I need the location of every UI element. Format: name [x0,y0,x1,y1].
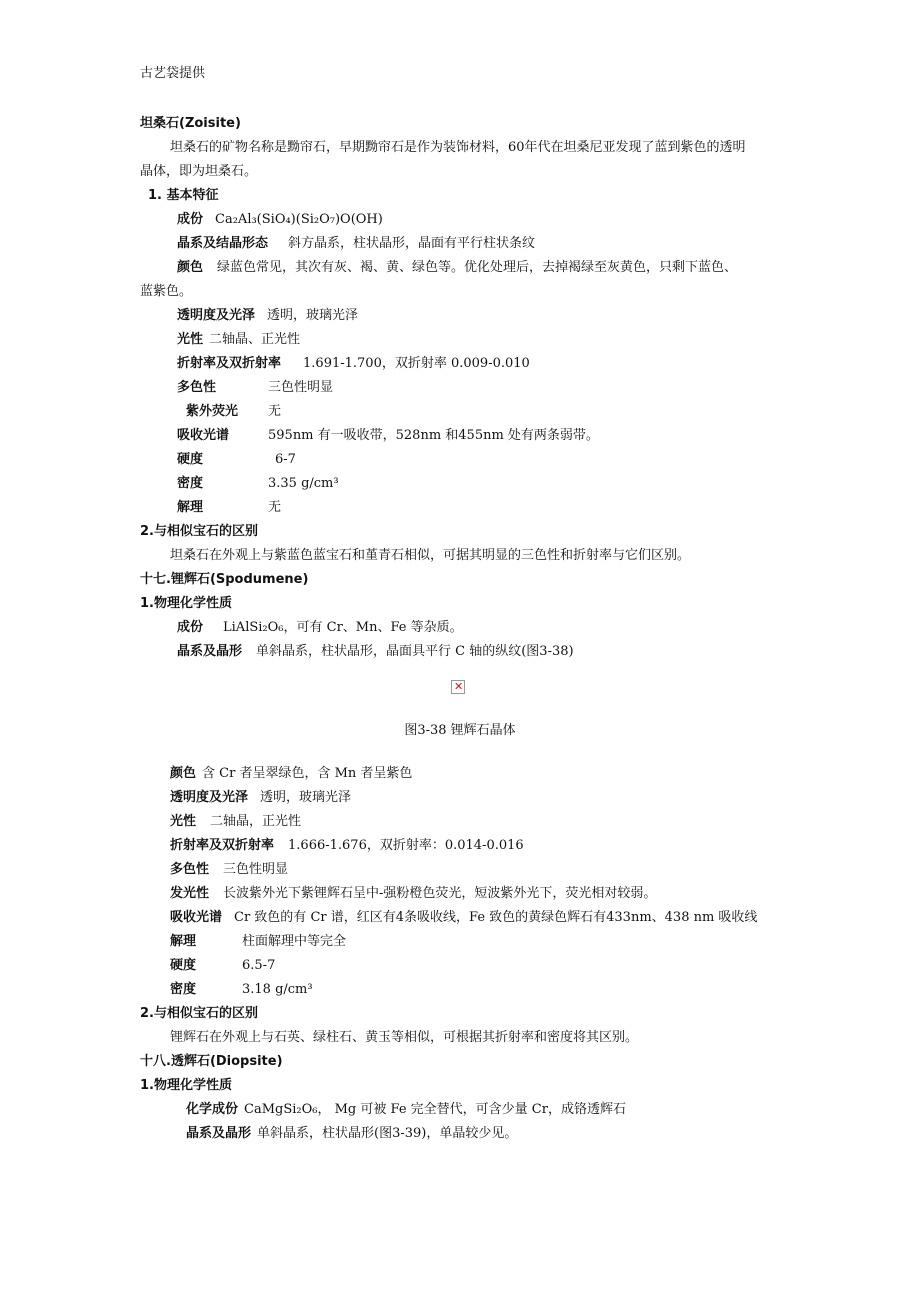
row-value: 二轴晶，正光性 [210,814,302,829]
zoisite-diff-text: 坦桑石在外观上与紫蓝色蓝宝石和堇青石相似，可据其明显的三色性和折射率与它们区别。 [170,548,691,563]
spodumene-subheading-diff: 2.与相似宝石的区别 [140,1006,258,1021]
row-value: 含 Cr 者呈翠绿色，含 Mn 者呈紫色 [202,766,413,781]
row-value: 三色性明显 [268,380,334,395]
row-value: 单斜晶系，柱状晶形(图3-39)，单晶较少见。 [257,1126,518,1141]
broken-image-icon [451,680,465,694]
zoisite-row-color [177,260,737,276]
zoisite-row-cleavage [177,500,203,516]
zoisite-row-optic [177,332,300,348]
row-value: 595nm 有一吸收带，528nm 和455nm 处有两条弱带。 [268,428,599,443]
row-label: 折射率及双折射率 [177,356,282,371]
row-value: 1.691-1.700，双折射率 0.009-0.010 [303,356,530,371]
row-value: Ca₂Al₃(SiO₄)(Si₂O₇)O(OH) [215,212,383,227]
spodumene-row-absorption [170,910,757,926]
spodumene-row-luminescence [170,886,656,902]
row-label: 折射率及双折射率 [170,838,275,853]
row-label: 化学成份 [186,1102,239,1117]
spodumene-row-cleavage [170,934,196,950]
row-label: 光性 [170,814,197,829]
row-label: 发光性 [170,886,210,901]
row-label: 成份 [177,620,204,635]
section-title-diopside: 十八.透辉石(Diopsite) [140,1054,283,1069]
row-label: 多色性 [177,380,217,395]
diopside-row-crystal [186,1126,517,1142]
zoisite-row-transparency [177,308,358,324]
zoisite-subheading-diff: 2.与相似宝石的区别 [140,524,258,539]
zoisite-intro-line2: 晶体，即为坦桑石。 [140,164,258,179]
row-label: 硬度 [170,958,197,973]
row-label: 多色性 [170,862,210,877]
header-text: 古艺袋提供 [140,66,206,81]
row-label: 透明度及光泽 [177,308,256,323]
row-label: 颜色 [170,766,197,781]
row-value: CaMgSi₂O₆， Mg 可被 Fe 完全替代，可含少量 Cr，成铬透辉石 [244,1102,626,1117]
spodumene-row-transparency [170,790,351,806]
row-label: 晶系及晶形 [186,1126,252,1141]
row-label: 吸收光谱 [177,428,230,443]
row-value: 柱面解理中等完全 [242,934,347,949]
row-label: 晶系及结晶形态 [177,236,269,251]
row-value: 无 [268,500,282,515]
row-value: 斜方晶系，柱状晶形，晶面有平行柱状条纹 [288,236,536,251]
row-value: 透明，玻璃光泽 [260,790,352,805]
section-title-zoisite: 坦桑石(Zoisite) [140,116,241,131]
row-label: 密度 [170,982,197,997]
zoisite-row-refractive [177,356,530,372]
spodumene-row-refractive [170,838,524,854]
section-title-spodumene: 十七.锂辉石(Spodumene) [140,572,309,587]
row-label: 颜色 [177,260,204,275]
row-label: 成份 [177,212,204,227]
row-value: 单斜晶系，柱状晶形，晶面具平行 C 轴的纵纹(图3-38) [256,644,574,659]
row-value: 1.666-1.676，双折射率：0.014-0.016 [288,838,524,853]
row-value: 三色性明显 [223,862,289,877]
spodumene-subheading-props: 1.物理化学性质 [140,596,232,611]
spodumene-row-hardness [170,958,196,974]
row-value: 透明，玻璃光泽 [267,308,359,323]
spodumene-diff-text: 锂辉石在外观上与石英、绿柱石、黄玉等相似，可根据其折射率和密度将其区别。 [170,1030,639,1045]
zoisite-row-composition [177,212,383,228]
diopside-row-composition [186,1102,626,1118]
diopside-subheading-props: 1.物理化学性质 [140,1078,232,1093]
spodumene-row-pleochroism [170,862,288,878]
zoisite-row-hardness [177,452,203,468]
row-label: 透明度及光泽 [170,790,249,805]
spodumene-row-composition [177,620,463,636]
row-value: 3.35 g/cm³ [268,476,339,491]
row-label: 吸收光谱 [170,910,223,925]
row-label: 解理 [177,500,204,515]
row-label: 光性 [177,332,204,347]
row-value: 二轴晶、正光性 [209,332,301,347]
zoisite-row-pleochroism [177,380,216,396]
row-label: 晶系及晶形 [177,644,243,659]
row-label: 紫外荧光 [186,404,239,419]
row-value: 6-7 [275,452,296,467]
zoisite-row-density [177,476,203,492]
figure-caption: 图3-38 锂辉石晶体 [404,723,516,738]
zoisite-row-absorption [177,428,229,444]
row-value: 绿蓝色常见，其次有灰、褐、黄、绿色等。优化处理后，去掉褐绿至灰黄色，只剩下蓝色、 [217,260,738,275]
row-value: 长波紫外光下紫锂辉石呈中-强粉橙色荧光，短波紫外光下，荧光相对较弱。 [223,886,657,901]
zoisite-row-uv [186,404,238,420]
row-value: Cr 致色的有 Cr 谱，红区有4条吸收线，Fe 致色的黄绿色辉石有433nm、438 nm 吸收线 [234,910,758,925]
row-value: LiAlSi₂O₆，可有 Cr、Mn、Fe 等杂质。 [223,620,463,635]
zoisite-intro-line1: 坦桑石的矿物名称是黝帘石，早期黝帘石是作为装饰材料，60年代在坦桑尼亚发现了蓝到紫色的透明 [170,140,746,155]
zoisite-row-color-cont: 蓝紫色。 [140,284,193,299]
spodumene-row-color [170,766,412,782]
row-value: 6.5-7 [242,958,276,973]
spodumene-row-density [170,982,196,998]
row-label: 硬度 [177,452,204,467]
row-value: 3.18 g/cm³ [242,982,313,997]
zoisite-subheading-features: 1. 基本特征 [148,188,219,203]
zoisite-row-crystal [177,236,535,252]
spodumene-row-crystal [177,644,574,660]
row-value: 无 [268,404,282,419]
row-label: 密度 [177,476,204,491]
row-label: 解理 [170,934,197,949]
spodumene-row-optic [170,814,301,830]
